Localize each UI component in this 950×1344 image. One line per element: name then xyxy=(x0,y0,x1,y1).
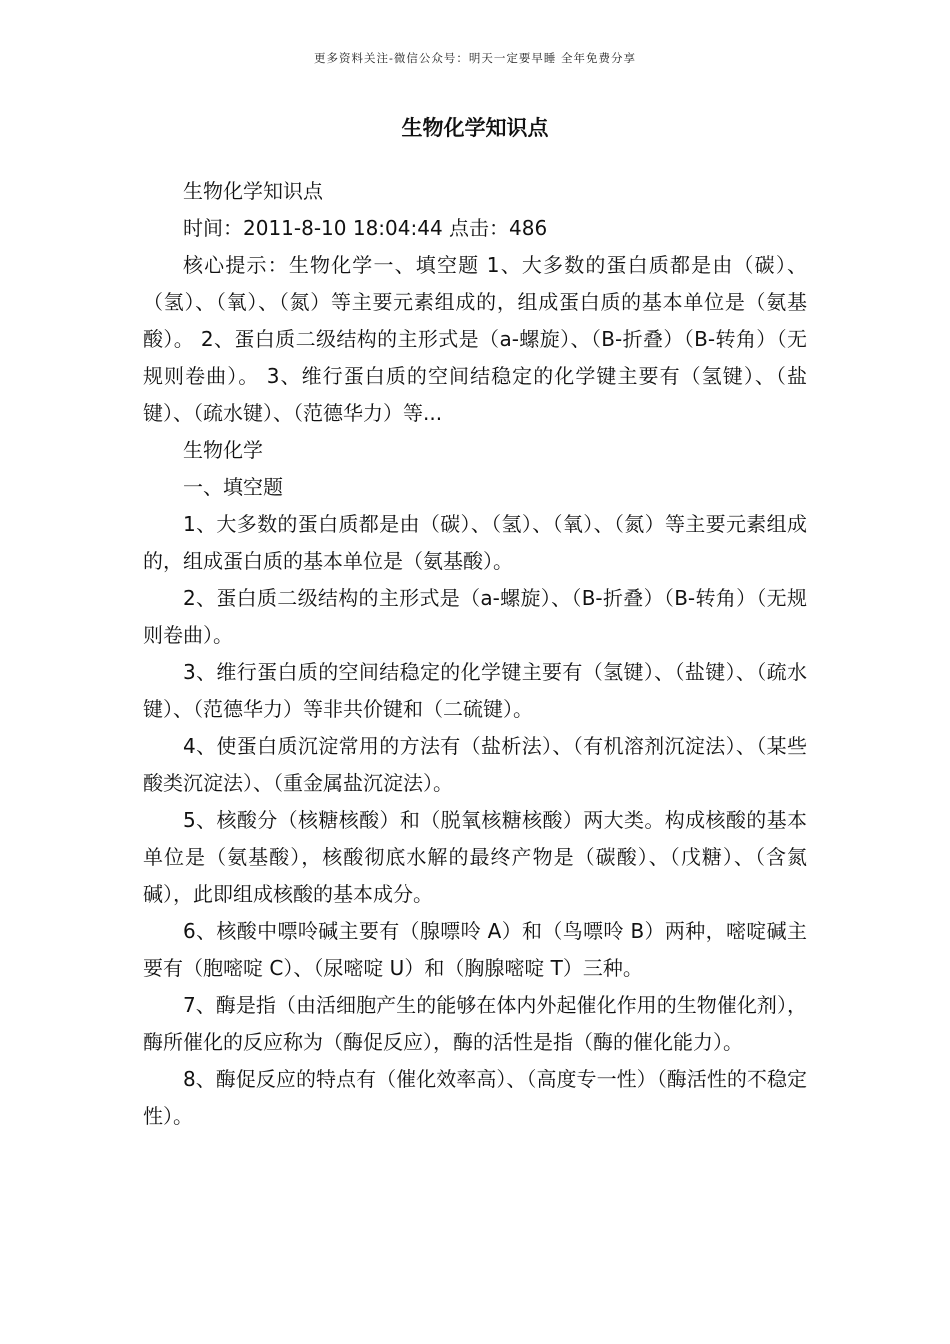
section-heading: 生物化学 xyxy=(183,438,263,462)
question-item: 2、蛋白质二级结构的主形式是（a-螺旋）、（B-折叠）（B-转角）（无规则卷曲）。 xyxy=(143,586,807,647)
article-meta: 时间：2011-8-10 18:04:44 点击：486 xyxy=(183,216,548,240)
question-item: 1、大多数的蛋白质都是由（碳）、（氢）、（氧）、（氮）等主要元素组成的，组成蛋白质的基本单位是（氨基酸）。 xyxy=(143,512,807,573)
question-item: 5、核酸分（核糖核酸）和（脱氧核糖核酸）两大类。构成核酸的基本单位是（氨基酸），核酸彻底水解的最终产物是（碳酸）、（戊糖）、（含氮碱），此即组成核酸的基本成分。 xyxy=(143,808,807,906)
document-body xyxy=(143,173,807,1135)
subsection-heading: 一、填空题 xyxy=(183,475,283,499)
question-item: 7、酶是指（由活细胞产生的能够在体内外起催化作用的生物催化剂），酶所催化的反应称为（酶促反应），酶的活性是指（酶的催化能力）。 xyxy=(143,993,807,1054)
page-header-note: 更多资料关注-微信公众号：明天一定要早睡 全年免费分享 xyxy=(313,51,637,65)
article-subtitle: 生物化学知识点 xyxy=(183,179,323,203)
document-title: 生物化学知识点 xyxy=(401,116,549,140)
question-item: 3、维行蛋白质的空间结稳定的化学键主要有（氢键）、（盐键）、（疏水键）、（范德华力）等非共价键和（二硫键）。 xyxy=(143,660,807,721)
question-item: 8、酶促反应的特点有（催化效率高）、（高度专一性）（酶活性的不稳定性）。 xyxy=(143,1067,807,1128)
question-item: 6、核酸中嘌呤碱主要有（腺嘌呤 A）和（鸟嘌呤 B）两种，嘧啶碱主要有（胞嘧啶 C）、（尿嘧啶 U）和（胸腺嘧啶 T）三种。 xyxy=(143,919,807,980)
question-item: 4、使蛋白质沉淀常用的方法有（盐析法）、（有机溶剂沉淀法）、（某些酸类沉淀法）、（重金属盐沉淀法）。 xyxy=(143,734,807,795)
summary-paragraph: 核心提示：生物化学一、填空题 1、大多数的蛋白质都是由（碳）、（氢）、（氧）、（氮）等主要元素组成的，组成蛋白质的基本单位是（氨基酸）。 2、蛋白质二级结构的主形式是（a-螺旋）、（B-折叠）（B-转角）（无规则卷曲）。 3、维行蛋白质的空间结稳定的化学键主要有（氢键）、（盐键）、（疏水键）、（范德华力）等... xyxy=(143,253,807,425)
